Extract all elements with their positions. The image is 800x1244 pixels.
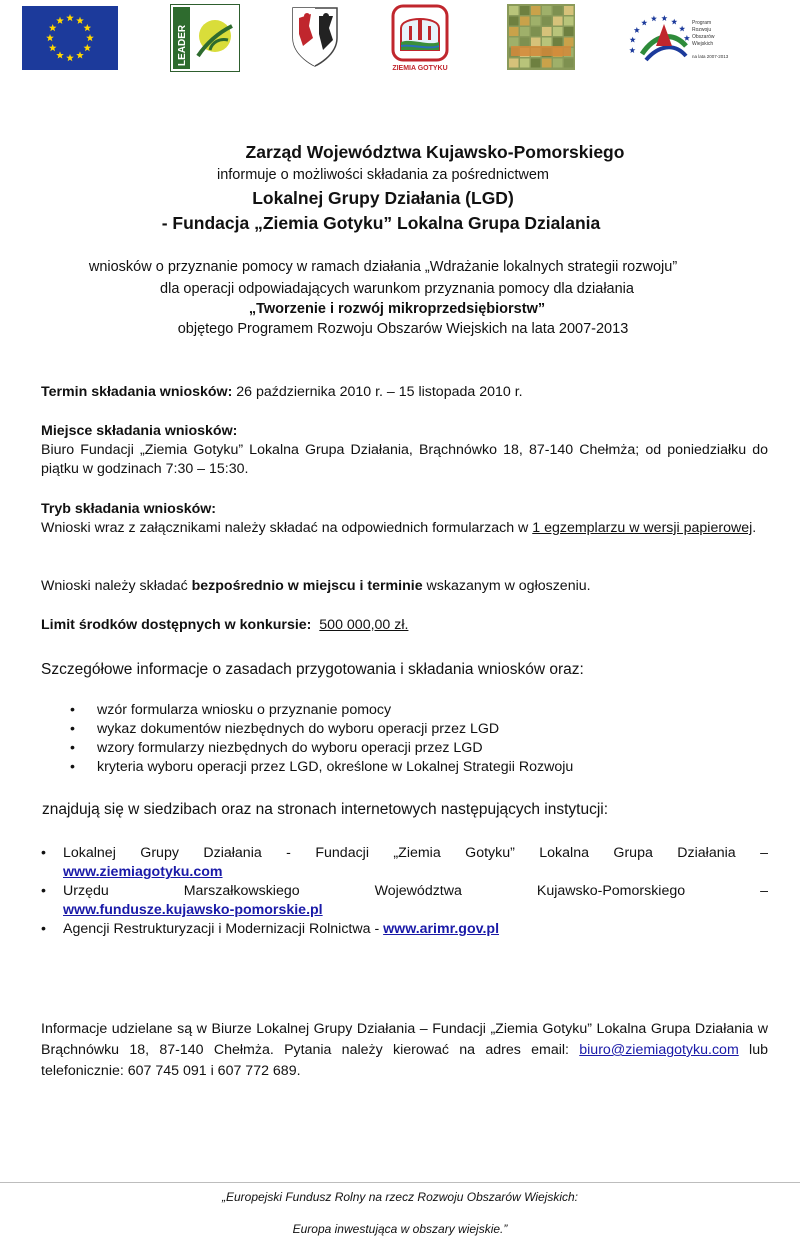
details-item — [70, 720, 770, 739]
lgd-tile — [520, 59, 530, 68]
lgd-tile — [542, 27, 552, 36]
details-item — [70, 701, 770, 720]
lgd-tile — [564, 6, 574, 15]
tryb-text — [41, 519, 768, 538]
bullet-icon: • — [41, 883, 46, 899]
prow-text-3: Obszarów — [692, 34, 715, 40]
bezposrednio-bold: bezpośrednio w miejscu i terminie — [191, 578, 423, 594]
lgd-tile — [564, 59, 574, 68]
prow-star-icon — [629, 47, 635, 53]
details-intro: Szczegółowe informacje o zasadach przygotowania i składania wniosków oraz: — [41, 661, 584, 678]
lgd-tile — [531, 38, 541, 47]
header-line-2: informuje o możliwości składania za pośrednictwem — [216, 167, 550, 183]
ziemia-gotyku-logo-text: ZIEMIA GOTYKU — [392, 65, 448, 72]
lgd-tile — [564, 38, 574, 47]
bullet-icon: • — [41, 845, 46, 861]
lgd-tile — [520, 17, 530, 26]
lgd-tile — [542, 6, 552, 15]
bezposrednio-after: wskazanym w ogłoszeniu. — [422, 578, 591, 594]
bullet-icon: • — [70, 740, 75, 756]
email-link[interactable]: biuro@ziemiagotyku.com — [579, 1042, 739, 1058]
details-item-text: wzory formularzy niezbędnych do wyboru operacji przez LGD — [97, 740, 483, 756]
prow-text-1: Program — [692, 20, 712, 26]
contact-paragraph — [41, 1019, 768, 1082]
institutions-intro: znajdują się w siedzibach oraz na stronach internetowych następujących instytucji: — [42, 801, 609, 818]
lgd-tile — [531, 27, 541, 36]
prow-text-4: Wiejskich — [692, 41, 714, 47]
footer-line-2: Europa inwestująca w obszary wiejskie.” — [292, 1222, 508, 1236]
details-item-text: kryteria wyboru operacji przez LGD, określone w Lokalnej Strategii Rozwoju — [97, 759, 574, 775]
tryb-label-text: Tryb składania wniosków: — [41, 501, 217, 517]
tryb-text-main: Wnioski wraz z załącznikami należy składać na odpowiednich formularzach w — [41, 520, 533, 536]
lgd-tile — [520, 27, 530, 36]
lgd-tile — [553, 59, 563, 68]
intro-line-3: „Tworzenie i rozwój mikroprzedsiębiorstw” — [248, 301, 546, 317]
prow-text-5: na lata 2007-2013 — [692, 54, 729, 59]
bullet-icon: • — [70, 702, 75, 718]
lgd-tile — [520, 38, 530, 47]
eu-flag-logo — [22, 6, 118, 70]
details-item-text: wzór formularza wniosku o przyznanie pomocy — [97, 702, 392, 718]
header-line-1: Zarząd Województwa Kujawsko-Pomorskiego — [245, 142, 625, 162]
limit-label: Limit środków dostępnych w konkursie: — [41, 617, 312, 633]
institutions-list — [41, 844, 768, 939]
details-item — [70, 739, 770, 758]
header-line-4: - Fundacja „Ziemia Gotyku” Lokalna Grupa Dzialania — [161, 213, 601, 233]
intro-line-1: wniosków o przyznanie pomocy w ramach działania „Wdrażanie lokalnych strategii rozwoju” — [88, 259, 678, 275]
lgd-tile — [542, 38, 552, 47]
lgd-tile — [531, 59, 541, 68]
intro-line-4: objętego Programem Rozwoju Obszarów Wiejskich na lata 2007-2013 — [177, 321, 629, 337]
intro-line-2: dla operacji odpowiadających warunkom przyznania pomocy dla działania — [160, 281, 634, 297]
termin-value: 26 października 2010 r. – 15 listopada 2010 r. — [232, 384, 523, 400]
ziemiagotyku-link[interactable]: www.ziemiagotyku.com — [63, 864, 223, 880]
lgd-tile — [553, 6, 563, 15]
prow-text-2: Rozwoju — [692, 27, 712, 33]
header-line-3: Lokalnej Grupy Działania (LGD) — [252, 188, 514, 208]
termin-paragraph — [41, 383, 768, 402]
prow-star-icon — [630, 37, 636, 43]
bullet-icon: • — [70, 759, 75, 775]
prow-star-icon — [684, 35, 690, 41]
tryb-label — [41, 500, 768, 519]
prow-star-icon — [651, 15, 657, 21]
details-item — [70, 758, 770, 777]
prow-star-icon — [679, 26, 685, 32]
leader-logo-text: LEADER — [177, 24, 188, 66]
lgd-tile — [531, 6, 541, 15]
miejsce-text: Biuro Fundacji „Ziemia Gotyku” Lokalna Grupa Działania, Brąchnówko 18, 87-140 Chełmża; od poniedziałku do piątku w godzinach 7:30 – 15:30. — [41, 442, 768, 477]
lgd-tile — [553, 17, 563, 26]
limit-value: 500 000,00 zł. — [319, 617, 409, 633]
lgd-tile — [509, 38, 519, 47]
lgd-tile — [542, 59, 552, 68]
kujawsko-pomorskie-coat-of-arms-logo — [289, 4, 341, 70]
tryb-text-end: . — [752, 520, 757, 536]
institution-item — [41, 920, 768, 939]
institution-name: Agencji Restrukturyzacji i Modernizacji Rolnictwa - — [63, 921, 384, 937]
ziemia-gotyku-logo — [391, 4, 449, 72]
lgd-tile — [564, 17, 574, 26]
lgd-tile — [509, 59, 519, 68]
lgd-tile — [531, 17, 541, 26]
footer-line-1: „Europejski Fundusz Rolny na rzecz Rozwoju Obszarów Wiejskich: — [221, 1190, 579, 1204]
prow-star-icon — [661, 15, 667, 21]
lgd-tile — [509, 27, 519, 36]
limit-paragraph — [41, 616, 768, 635]
contact-text-2: lub telefonicznie: 607 745 091 i 607 772 689. — [41, 1042, 768, 1079]
leader-lgd-logo — [507, 4, 575, 70]
lgd-tile — [553, 27, 563, 36]
institution-item — [41, 882, 768, 920]
prow-star-icon — [634, 27, 640, 33]
bezposrednio-before: Wnioski należy składać — [41, 578, 192, 594]
details-list — [70, 701, 770, 777]
institution-name: Lokalnej Grupy Działania - Fundacji „Ziemia Gotyku” Lokalna Grupa Działania – — [63, 845, 768, 861]
lgd-tile — [542, 17, 552, 26]
lgd-tile — [520, 6, 530, 15]
contact-text-1: Informacje udzielane są w Biurze Lokalnej Grupy Działania – Fundacji „Ziemia Gotyku” Lokalna Grupa Działania w Brąchnówku 18, 87-140 Chełmża. Pytania należy kierować na adres email: — [41, 1021, 768, 1058]
details-item-text: wykaz dokumentów niezbędnych do wyboru operacji przez LGD — [97, 721, 500, 737]
termin-label: Termin składania wniosków: — [41, 384, 233, 400]
bullet-icon: • — [70, 721, 75, 737]
fundusze-kujawsko-pomorskie-link[interactable]: www.fundusze.kujawsko-pomorskie.pl — [63, 902, 323, 918]
miejsce-label-text: Miejsce składania wniosków: — [41, 423, 238, 439]
miejsce-label — [41, 422, 768, 441]
footer-divider — [0, 1182, 800, 1183]
lgd-tile — [553, 38, 563, 47]
logo-bar — [0, 0, 800, 80]
institution-name: Urzędu Marszałkowskiego Województwa Kujawsko-Pomorskiego – — [63, 883, 768, 899]
prow-star-icon — [671, 19, 677, 25]
lgd-tile — [509, 17, 519, 26]
lgd-tile — [509, 6, 519, 15]
prow-star-icon — [641, 20, 647, 26]
prow-program-logo — [624, 6, 734, 70]
bezposrednio-paragraph — [41, 577, 768, 596]
tryb-text-underlined: 1 egzemplarzu w wersji papierowej — [532, 520, 753, 536]
bullet-icon: • — [41, 921, 46, 937]
institution-item — [41, 844, 768, 882]
lgd-tile — [564, 27, 574, 36]
leader-logo — [170, 4, 240, 72]
arimr-link[interactable]: www.arimr.gov.pl — [383, 921, 500, 937]
